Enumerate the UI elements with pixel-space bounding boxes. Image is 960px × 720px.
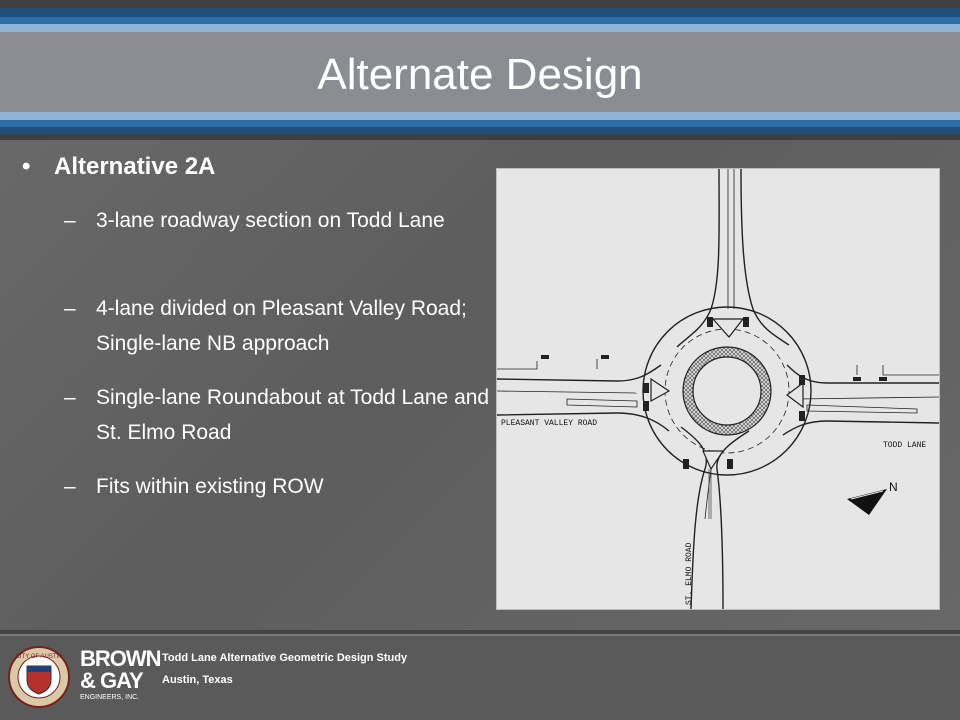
footer <box>0 630 960 720</box>
east-road-south-edge <box>783 421 939 435</box>
logo-engineers-text: ENGINEERS, INC. <box>80 694 140 701</box>
todd-lane-label: TODD LANE <box>883 441 927 450</box>
seal-text: CITY OF AUSTIN <box>15 654 63 660</box>
roundabout-drawing <box>497 169 939 609</box>
sub-bullet-dash: – <box>64 297 76 320</box>
sub-bullet-text: 3-lane roadway section on Todd Lane <box>96 209 445 232</box>
sub-bullet-text: Single-lane Roundabout at Todd Lane and St. Elmo Road <box>96 386 490 444</box>
bullet-dot: • <box>22 153 31 180</box>
sub-bullet-text: Fits within existing ROW <box>96 475 324 498</box>
west-splitter-island <box>651 379 669 401</box>
logo-brown-text: BROWN <box>80 646 161 671</box>
roundabout-diagram <box>496 168 940 610</box>
slide-title: Alternate Design <box>317 50 643 99</box>
pleasant-valley-label: PLEASANT VALLEY ROAD <box>501 419 598 428</box>
sub-bullet-text: 4-lane divided on Pleasant Valley Road; Single-lane NB approach <box>96 297 467 355</box>
sub-bullet-dash: – <box>64 475 76 498</box>
south-road-east-edge <box>717 431 749 609</box>
city-seal-icon <box>8 646 70 708</box>
footer-study-title: Todd Lane Alternative Geometric Design Study <box>162 652 408 664</box>
sub-bullet-dash: – <box>64 209 76 232</box>
main-bullet-text: Alternative 2A <box>54 153 216 180</box>
logo-gay-text: & GAY <box>80 668 143 693</box>
west-road-north-edge <box>497 365 661 381</box>
north-arrow-label: N <box>889 480 898 494</box>
north-arrow-icon <box>847 480 898 515</box>
north-splitter-island <box>713 319 743 337</box>
sub-bullet-dash: – <box>64 386 76 409</box>
footer-location: Austin, Texas <box>162 674 233 686</box>
brown-gay-logo <box>80 646 161 704</box>
st-elmo-label: ST. ELMO ROAD <box>685 542 694 605</box>
east-splitter-island <box>787 383 803 407</box>
